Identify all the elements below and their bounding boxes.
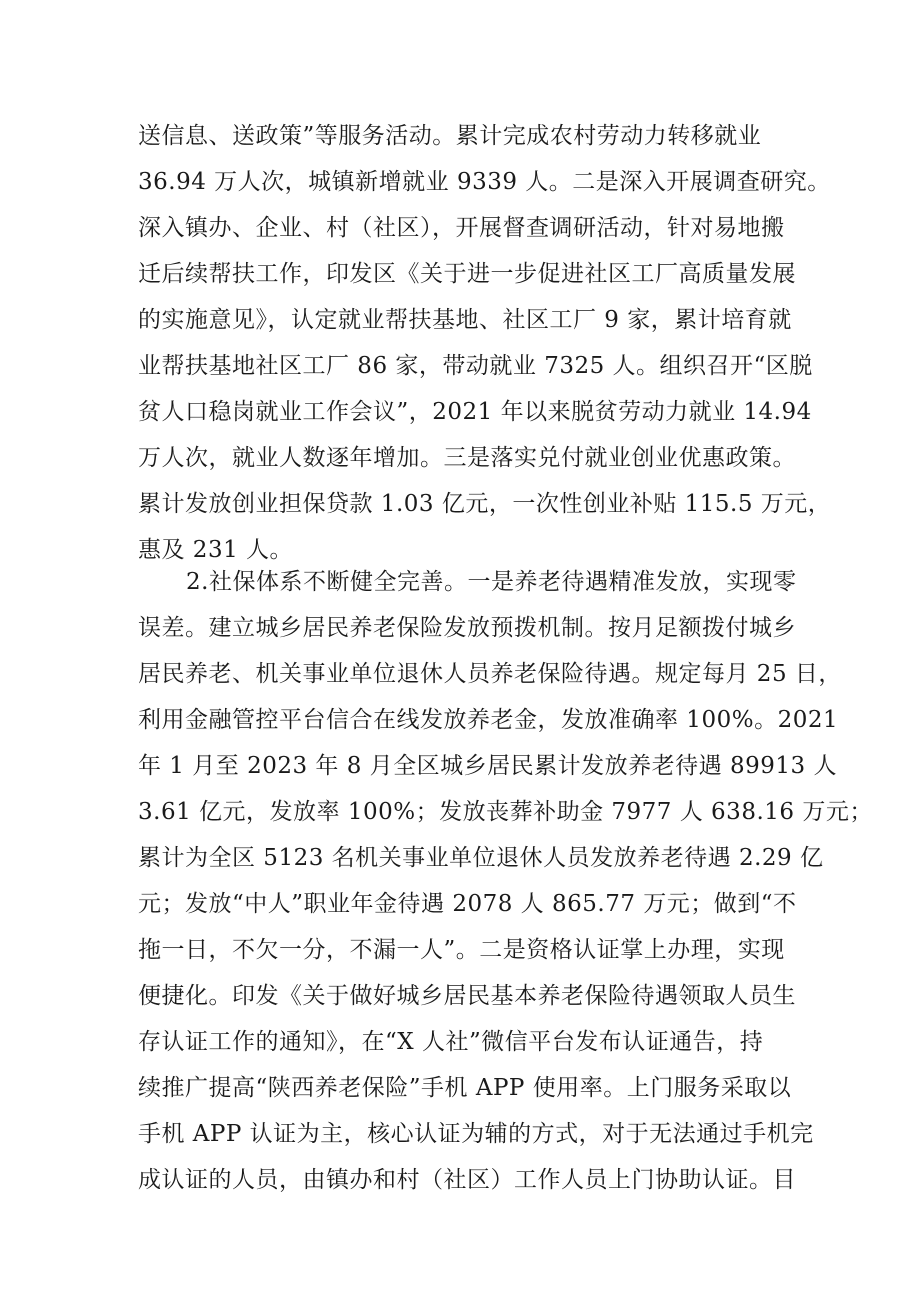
text-line: 深入镇办、企业、村（社区），开展督查调研活动，针对易地搬 <box>138 215 785 241</box>
text-line: 2.社保体系不断健全完善。一是养老待遇精准发放，实现零 <box>186 569 797 595</box>
text-line: 业帮扶基地社区工厂 86 家，带动就业 7325 人。组织召开“区脱 <box>138 353 813 379</box>
text-line: 续推广提高“陕西养老保险”手机 APP 使用率。上门服务采取以 <box>138 1075 792 1101</box>
text-line: 贫人口稳岗就业工作会议”，2021 年以来脱贫劳动力就业 14.94 <box>138 399 812 425</box>
text-line: 万人次，就业人数逐年增加。三是落实兑付就业创业优惠政策。 <box>138 445 796 471</box>
paragraph-employment <box>138 113 832 573</box>
text-line: 居民养老、机关事业单位退休人员养老保险待遇。规定每月 25 日， <box>138 661 842 687</box>
text-line: 迁后续帮扶工作，印发区《关于进一步促进社区工厂高质量发展 <box>138 261 796 287</box>
text-line: 的实施意见》，认定就业帮扶基地、社区工厂 9 家，累计培育就 <box>138 307 792 333</box>
text-line: 误差。建立城乡居民养老保险发放预拨机制。按月足额拨付城乡 <box>138 615 796 641</box>
text-line: 存认证工作的通知》，在“X 人社”微信平台发布认证通告，持 <box>138 1029 764 1055</box>
text-line: 送信息、送政策”等服务活动。累计完成农村劳动力转移就业 <box>138 123 762 149</box>
text-line: 手机 APP 认证为主，核心认证为辅的方式，对于无法通过手机完 <box>138 1121 814 1147</box>
text-line: 拖一日，不欠一分，不漏一人”。二是资格认证掌上办理，实现 <box>138 937 785 963</box>
text-line: 利用金融管控平台信合在线发放养老金，发放准确率 100%。2021 <box>138 707 839 733</box>
text-line: 累计发放创业担保贷款 1.03 亿元，一次性创业补贴 115.5 万元， <box>138 491 832 517</box>
text-line: 36.94 万人次，城镇新增就业 9339 人。二是深入开展调查研究。 <box>138 169 831 195</box>
text-line: 惠及 231 人。 <box>138 537 294 563</box>
text-line: 元；发放“中人”职业年金待遇 2078 人 865.77 万元；做到“不 <box>138 891 797 917</box>
paragraph-social-security <box>138 559 873 1203</box>
text-line: 3.61 亿元，发放率 100%；发放丧葬补助金 7977 人 638.16 万元； <box>138 799 873 825</box>
text-line: 成认证的人员，由镇办和村（社区）工作人员上门协助认证。目 <box>138 1167 796 1193</box>
text-line: 累计为全区 5123 名机关事业单位退休人员发放养老待遇 2.29 亿 <box>138 845 824 871</box>
text-line: 便捷化。印发《关于做好城乡居民基本养老保险待遇领取人员生 <box>138 983 796 1009</box>
text-line: 年 1 月至 2023 年 8 月全区城乡居民累计发放养老待遇 89913 人 <box>138 753 837 779</box>
